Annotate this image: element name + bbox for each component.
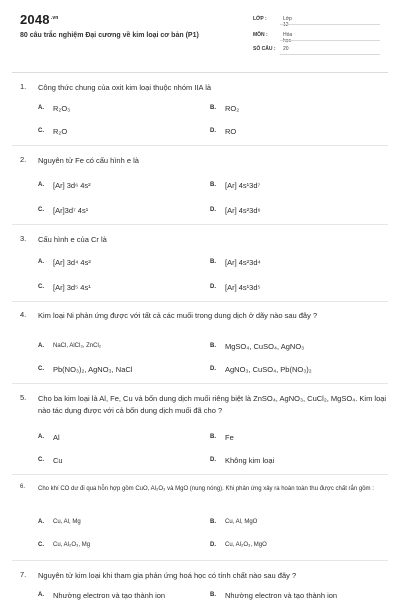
- option-text: [Ar] 3d⁴ 4s²: [53, 258, 91, 267]
- option-text: [Ar] 3d⁶ 4s²: [53, 181, 91, 190]
- option-letter: A.: [38, 182, 44, 188]
- option-letter: B.: [210, 434, 216, 440]
- question-number: 4.: [20, 310, 27, 319]
- option-text: Cu, Al₂O₃, MgO: [225, 542, 267, 548]
- option-letter: C.: [38, 284, 44, 290]
- option-text: RO₂: [225, 104, 240, 113]
- option-letter: C.: [38, 457, 44, 463]
- meta-value: 20: [283, 46, 289, 52]
- question-text: Kim loại Ni phản ứng được với tất cả các muối trong dung dịch ở dãy nào sau đây ?: [38, 311, 318, 320]
- option-text: NaCl, AlCl₃, ZnCl₂: [53, 343, 102, 349]
- site-logo[interactable]: [20, 12, 59, 27]
- option-text: Cu, Al, MgO: [225, 519, 258, 525]
- logo-text: 2048: [20, 12, 50, 27]
- option-text: [Ar] 4s¹3d⁵: [225, 283, 261, 292]
- question-number: 1.: [20, 82, 27, 91]
- option-text: [Ar] 3d⁵ 4s¹: [53, 283, 91, 292]
- question-text: Cho ba kim loại là Al, Fe, Cu và bốn dung dịch muối riêng biệt là ZnSO₄, AgNO₃, CuCl₂, MgSO₄. Kim loại nào tác dụng được với cả bốn dung dịch muối đã cho ?: [38, 394, 387, 415]
- question-divider: [12, 145, 388, 146]
- divider: [280, 24, 380, 25]
- divider: [280, 40, 380, 41]
- option-letter: D.: [210, 366, 216, 372]
- meta-value: Lớp 12: [283, 16, 292, 28]
- document-header: [0, 0, 400, 70]
- option-text: R₂O₃: [53, 104, 71, 113]
- option-letter: A.: [38, 105, 44, 111]
- question-text: Công thức chung của oxit kim loại thuộc nhóm IIA là: [38, 83, 212, 92]
- option-letter: B.: [210, 259, 216, 265]
- question-divider: [12, 224, 388, 225]
- option-text: [Ar] 4s²3d⁴: [225, 258, 261, 267]
- option-text: MgSO₄, CuSO₄, AgNO₃: [225, 342, 305, 351]
- meta-label: LỚP :: [253, 16, 267, 22]
- question-text: Cho khí CO dư đi qua hỗn hợp gồm CuO, Al₂O₃ và MgO (nung nóng). Khi phản ứng xảy ra hoàn toàn thu được chất rắn gồm :: [38, 486, 374, 492]
- question-number: 2.: [20, 155, 27, 164]
- option-letter: D.: [210, 207, 216, 213]
- option-text: R₂O: [53, 127, 68, 136]
- option-letter: C.: [38, 542, 44, 548]
- option-text: AgNO₃, CuSO₄, Pb(NO₃)₂: [225, 365, 312, 374]
- question-text: Cấu hình e của Cr là: [38, 235, 107, 244]
- option-text: Nhường electron và tạo thành ion: [225, 591, 338, 600]
- question-number: 7.: [20, 570, 27, 579]
- option-letter: D.: [210, 457, 216, 463]
- option-text: RO: [225, 127, 237, 136]
- option-text: Cu: [53, 456, 63, 465]
- option-letter: A.: [38, 259, 44, 265]
- option-text: Pb(NO₃)₂, AgNO₃, NaCl: [53, 365, 133, 374]
- option-text: Nhường electron và tạo thành ion: [53, 591, 166, 600]
- option-text: Fe: [225, 433, 234, 442]
- question-number: 5.: [20, 393, 27, 402]
- question-divider: [12, 560, 388, 561]
- question-text: Nguyên tử kim loại khi tham gia phản ứng hoá học có tính chất nào sau đây ?: [38, 571, 297, 580]
- option-letter: A.: [38, 434, 44, 440]
- header-divider: [12, 72, 388, 73]
- option-text: Al: [53, 433, 60, 442]
- option-letter: B.: [210, 182, 216, 188]
- divider: [280, 54, 380, 55]
- logo-tld: .vn: [50, 14, 59, 21]
- option-letter: B.: [210, 519, 216, 525]
- document-title: 80 câu trắc nghiệm Đại cương về kim loại cơ bản (P1): [20, 32, 199, 39]
- question-divider: [12, 301, 388, 302]
- option-letter: D.: [210, 284, 216, 290]
- option-text: Không kim loại: [225, 456, 275, 465]
- option-letter: A.: [38, 519, 44, 525]
- option-text: Cu, Al₂O₃, Mg: [53, 542, 91, 548]
- meta-value: Hóa học: [283, 32, 293, 44]
- option-text: Cu, Al, Mg: [53, 519, 81, 525]
- option-letter: C.: [38, 207, 44, 213]
- meta-label: MÔN :: [253, 32, 268, 38]
- meta-label: SỐ CÂU :: [253, 46, 276, 52]
- question-text: Nguyên tử Fe có cấu hình e là: [38, 156, 139, 165]
- question-number: 6.: [20, 484, 26, 490]
- option-letter: B.: [210, 343, 216, 349]
- option-letter: D.: [210, 542, 216, 548]
- option-letter: D.: [210, 128, 216, 134]
- question-divider: [12, 474, 388, 475]
- option-letter: C.: [38, 366, 44, 372]
- option-letter: A.: [38, 343, 44, 349]
- option-text: [Ar] 4s²3d⁶: [225, 206, 261, 215]
- option-text: [Ar]3d⁷ 4s¹: [53, 206, 89, 215]
- option-letter: B.: [210, 105, 216, 111]
- option-letter: C.: [38, 128, 44, 134]
- question-divider: [12, 383, 388, 384]
- option-text: [Ar] 4s¹3d⁷: [225, 181, 261, 190]
- option-letter: B.: [210, 592, 216, 598]
- option-letter: A.: [38, 592, 44, 598]
- question-number: 3.: [20, 234, 27, 243]
